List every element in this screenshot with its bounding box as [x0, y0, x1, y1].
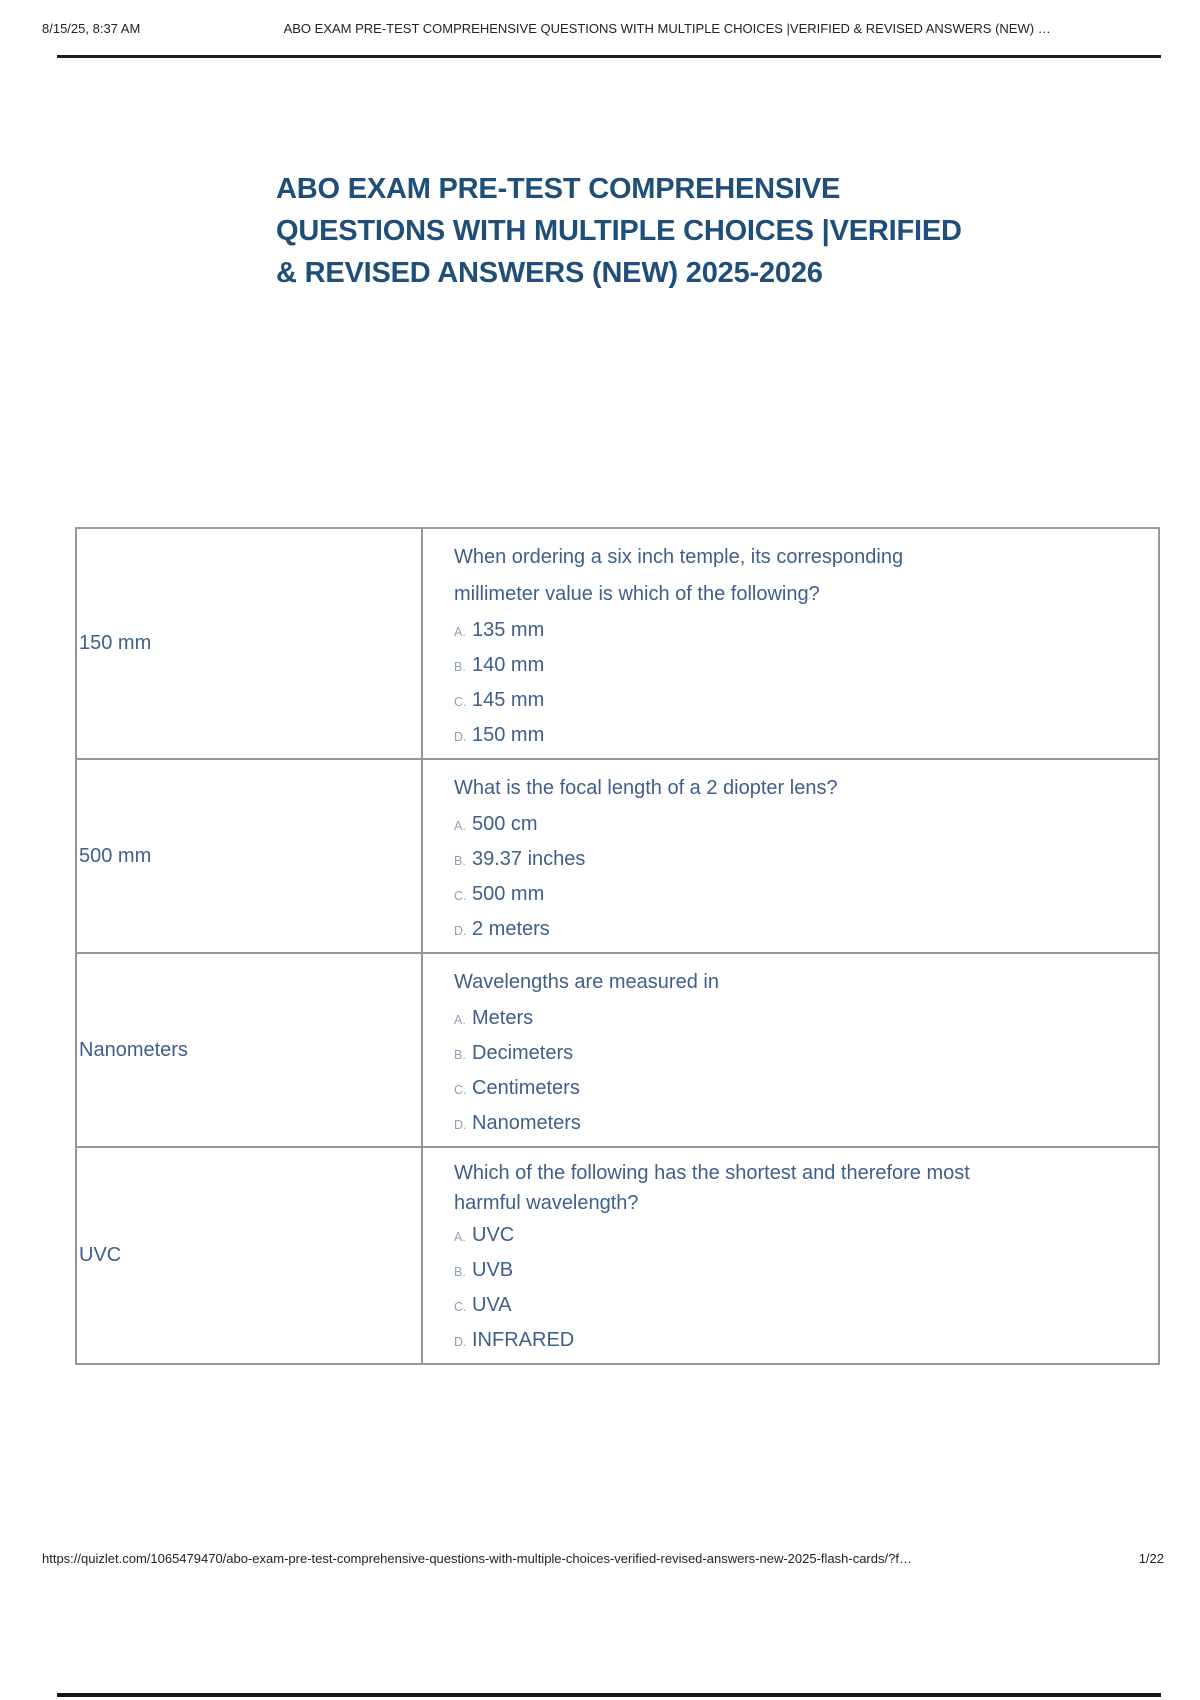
- page-title-line-3: & REVISED ANSWERS (NEW) 2025-2026: [276, 257, 823, 289]
- option-text: 140 mm: [472, 654, 545, 676]
- option-row: [454, 684, 1144, 719]
- option-letter: D.: [454, 1335, 467, 1349]
- option-row: [454, 1072, 1144, 1107]
- option-letter: D.: [454, 730, 467, 744]
- next-page-edge-rule: [57, 1693, 1161, 1697]
- option-text: 39.37 inches: [472, 848, 586, 870]
- option-letter: A.: [454, 625, 466, 639]
- option-text: UVB: [472, 1259, 514, 1281]
- option-row: [454, 1002, 1144, 1037]
- page-title: [276, 168, 1106, 294]
- option-row: [454, 1254, 1144, 1289]
- option-row: [454, 1324, 1144, 1359]
- option-letter: D.: [454, 924, 467, 938]
- option-letter: C.: [454, 695, 467, 709]
- question-text-line: Wavelengths are measured in: [454, 971, 719, 993]
- option-row: [454, 719, 1144, 754]
- option-letter: C.: [454, 1300, 467, 1314]
- option-text: Decimeters: [472, 1042, 574, 1064]
- option-letter: B.: [454, 1048, 466, 1062]
- question-text-line: When ordering a six inch temple, its corresponding: [454, 546, 904, 568]
- options-list: [454, 1219, 1144, 1359]
- option-letter: A.: [454, 1013, 466, 1027]
- print-header: [42, 21, 1164, 36]
- flashcard-row-1: [76, 528, 1159, 759]
- print-doc-title: ABO EXAM PRE-TEST COMPREHENSIVE QUESTIONS WITH MULTIPLE CHOICES |VERIFIED & REVISED ANSWERS (NEW) …: [283, 21, 1051, 36]
- option-row: [454, 878, 1144, 913]
- question-cell: [422, 759, 1159, 953]
- question-text-line: harmful wavelength?: [454, 1192, 639, 1214]
- answer-cell: 500 mm: [76, 759, 422, 953]
- option-text: Meters: [472, 1007, 534, 1029]
- header-divider-rule: [57, 55, 1161, 58]
- question-cell: [422, 528, 1159, 759]
- option-letter: B.: [454, 660, 466, 674]
- flashcard-row-3: [76, 953, 1159, 1147]
- page-number: 1/22: [1138, 1551, 1164, 1566]
- option-text: 2 meters: [472, 918, 550, 940]
- option-row: [454, 1219, 1144, 1254]
- answer-cell: Nanometers: [76, 953, 422, 1147]
- option-row: [454, 649, 1144, 684]
- option-text: 500 mm: [472, 883, 545, 905]
- question-text-line: Which of the following has the shortest and therefore most: [454, 1162, 970, 1184]
- option-row: [454, 808, 1144, 843]
- print-footer: [42, 1551, 1164, 1566]
- options-list: [454, 614, 1144, 754]
- question-text-line: millimeter value is which of the following?: [454, 583, 820, 605]
- option-row: [454, 614, 1144, 649]
- option-letter: B.: [454, 1265, 466, 1279]
- page-title-line-2: QUESTIONS WITH MULTIPLE CHOICES |VERIFIED: [276, 215, 962, 247]
- option-text: Centimeters: [472, 1077, 580, 1099]
- option-row: [454, 1107, 1144, 1142]
- option-letter: A.: [454, 819, 466, 833]
- options-list: [454, 808, 1144, 948]
- flashcard-table: [75, 527, 1160, 1365]
- option-text: 145 mm: [472, 689, 545, 711]
- option-letter: A.: [454, 1230, 466, 1244]
- option-row: [454, 1037, 1144, 1072]
- flashcard-row-4: [76, 1147, 1159, 1364]
- question-text-line: What is the focal length of a 2 diopter lens?: [454, 777, 838, 799]
- print-datetime: 8/15/25, 8:37 AM: [42, 21, 141, 36]
- option-text: UVA: [472, 1294, 512, 1316]
- option-letter: B.: [454, 854, 466, 868]
- option-text: 500 cm: [472, 813, 538, 835]
- answer-cell: UVC: [76, 1147, 422, 1364]
- option-letter: C.: [454, 889, 467, 903]
- option-row: [454, 913, 1144, 948]
- question-cell: [422, 953, 1159, 1147]
- option-text: INFRARED: [472, 1329, 575, 1351]
- option-text: UVC: [472, 1224, 515, 1246]
- option-row: [454, 1289, 1144, 1324]
- option-letter: D.: [454, 1118, 467, 1132]
- answer-cell: 150 mm: [76, 528, 422, 759]
- option-text: 135 mm: [472, 619, 545, 641]
- question-cell: [422, 1147, 1159, 1364]
- option-text: Nanometers: [472, 1112, 581, 1134]
- options-list: [454, 1002, 1144, 1142]
- option-letter: C.: [454, 1083, 467, 1097]
- option-row: [454, 843, 1144, 878]
- page-title-line-1: ABO EXAM PRE-TEST COMPREHENSIVE: [276, 173, 841, 205]
- flashcard-row-2: [76, 759, 1159, 953]
- option-text: 150 mm: [472, 724, 545, 746]
- footer-url: https://quizlet.com/1065479470/abo-exam-pre-test-comprehensive-questions-with-multiple-choices-verified-revised-answers-new-2025-flash-cards/?f…: [42, 1551, 912, 1566]
